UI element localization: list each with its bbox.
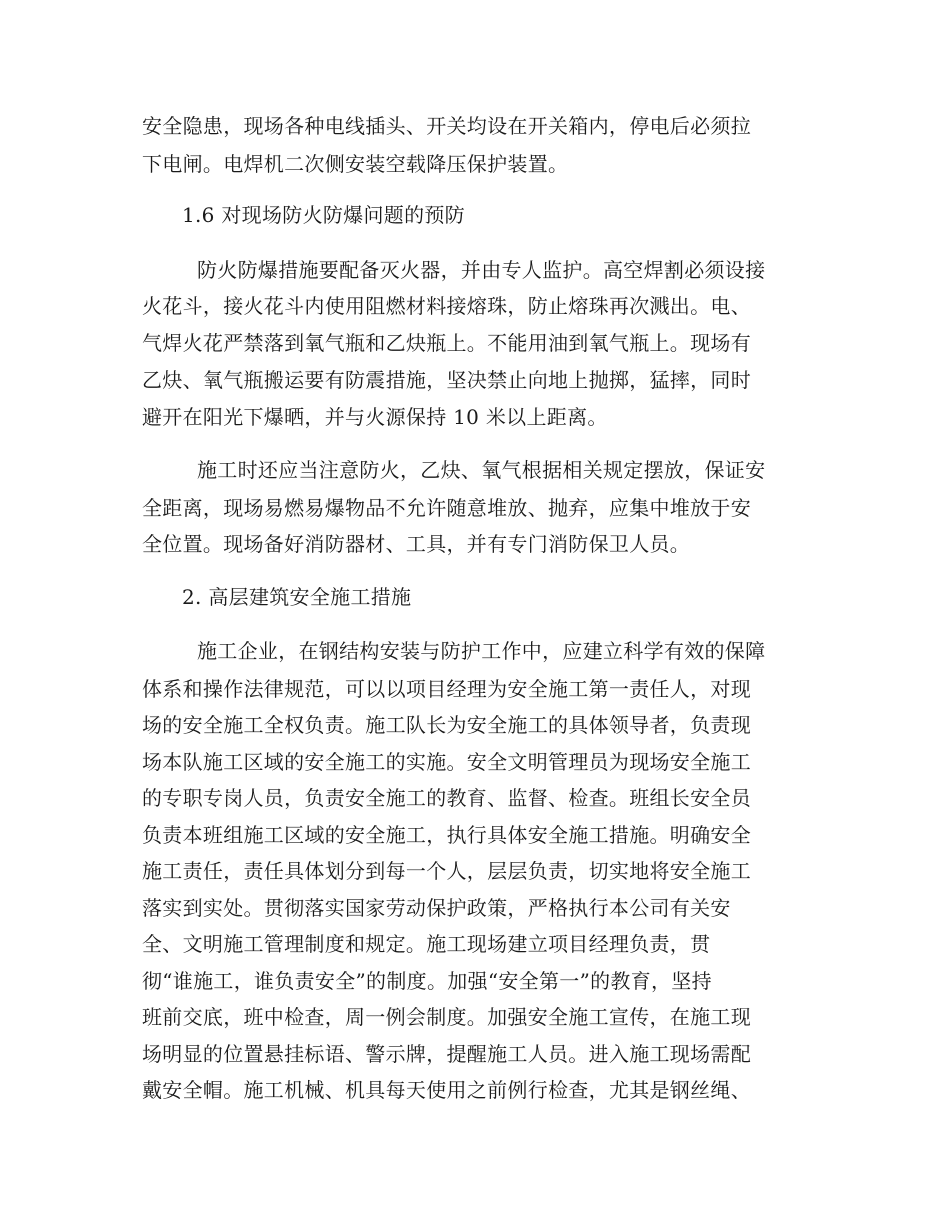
paragraph-line: 乙炔、氧气瓶搬运要有防震措施，坚决禁止向地上抛掷，猛摔，同时 [142, 368, 751, 392]
paragraph-line: 负责本班组施工区域的安全施工，执行具体安全施工措施。明确安全 [142, 823, 751, 847]
paragraph-line: 防火防爆措施要配备灭火器，并由专人监护。高空焊割必须设接 [197, 258, 766, 282]
paragraph-line: 彻“谁施工，谁负责安全”的制度。加强“安全第一”的教育，坚持 [142, 969, 712, 993]
paragraph-line: 戴安全帽。施工机械、机具每天使用之前例行检查，尤其是钢丝绳、 [142, 1078, 751, 1102]
paragraph-line: 体系和操作法律规范，可以以项目经理为安全施工第一责任人，对现 [142, 677, 751, 701]
paragraph-line: 场本队施工区域的安全施工的实施。安全文明管理员为现场安全施工 [142, 750, 751, 774]
section-heading: 2. 高层建筑安全施工措施 [182, 585, 412, 609]
paragraph-line: 场的安全施工全权负责。施工队长为安全施工的具体领导者，负责现 [142, 713, 751, 737]
paragraph-line: 全、文明施工管理制度和规定。施工现场建立项目经理负责，贯 [142, 932, 711, 956]
paragraph-line: 避开在阳光下爆晒，并与火源保持 10 米以上距离。 [142, 405, 608, 429]
paragraph-line: 班前交底，班中检查，周一例会制度。加强安全施工宣传，在施工现 [142, 1005, 751, 1029]
paragraph-line: 的专职专岗人员，负责安全施工的教育、监督、检查。班组长安全员 [142, 786, 751, 810]
paragraph-line: 全位置。现场备好消防器材、工具，并有专门消防保卫人员。 [142, 532, 691, 556]
paragraph-line: 场明显的位置悬挂标语、警示牌，提醒施工人员。进入施工现场需配 [142, 1042, 751, 1066]
paragraph-line: 施工时还应当注意防火，乙炔、氧气根据相关规定摆放，保证安 [197, 458, 766, 482]
section-heading: 1.6 对现场防火防爆问题的预防 [182, 203, 465, 227]
paragraph-line: 下电闸。电焊机二次侧安装空载降压保护装置。 [142, 152, 569, 176]
paragraph-line: 施工责任，责任具体划分到每一个人，层层负责，切实地将安全施工 [142, 859, 751, 883]
paragraph-line: 火花斗，接火花斗内使用阻燃材料接熔珠，防止熔珠再次溅出。电、 [142, 294, 751, 318]
paragraph-line: 气焊火花严禁落到氧气瓶和乙炔瓶上。不能用油到氧气瓶上。现场有 [142, 331, 751, 355]
paragraph-line: 安全隐患，现场各种电线插头、开关均设在开关箱内，停电后必须拉 [142, 114, 751, 138]
paragraph-line: 落实到实处。贯彻落实国家劳动保护政策，严格执行本公司有关安 [142, 896, 731, 920]
paragraph-line: 全距离，现场易燃易爆物品不允许随意堆放、抛弃，应集中堆放于安 [142, 496, 751, 520]
paragraph-line: 施工企业，在钢结构安装与防护工作中，应建立科学有效的保障 [197, 639, 766, 663]
